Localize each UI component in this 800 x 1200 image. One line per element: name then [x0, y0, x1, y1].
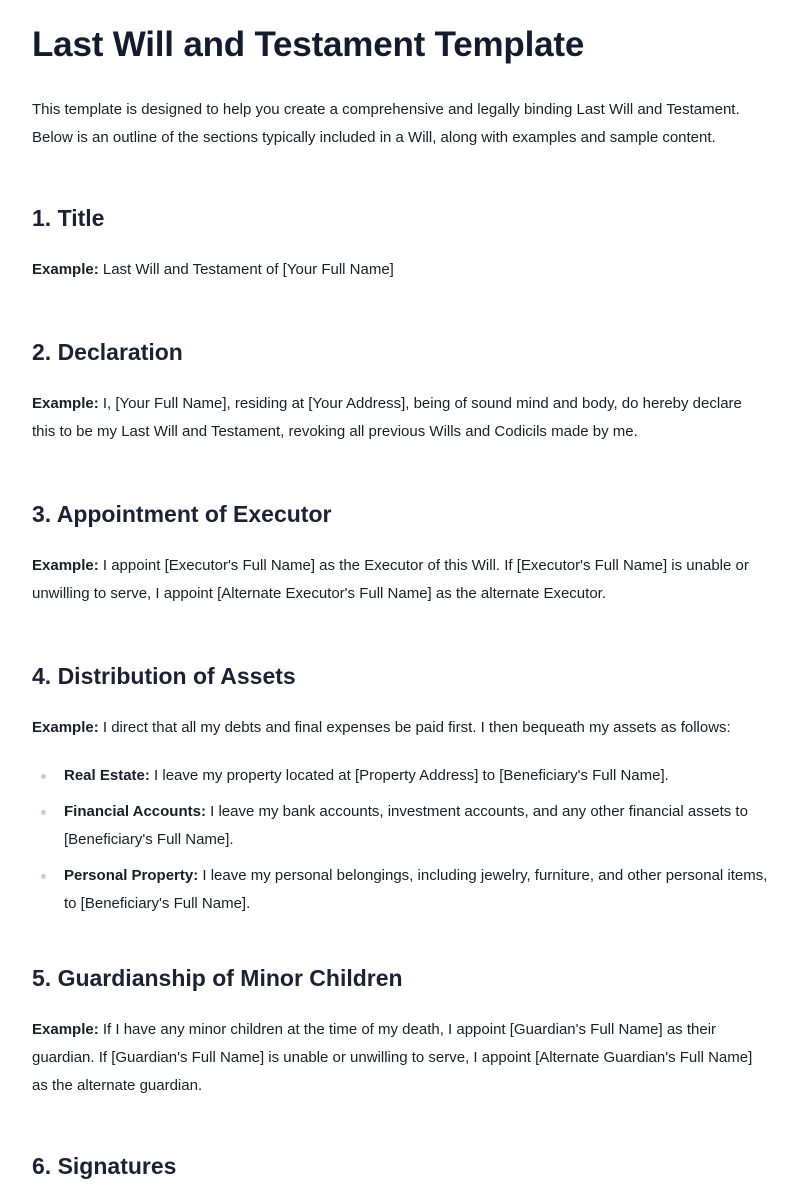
section-guardianship	[32, 962, 768, 1100]
section-heading: 3. Appointment of Executor	[32, 501, 332, 527]
example-label: Example:	[32, 557, 99, 574]
list-item	[32, 862, 768, 918]
page-title: Last Will and Testament Template	[32, 25, 585, 64]
section-example	[32, 256, 768, 284]
list-item	[32, 798, 768, 854]
asset-text: I leave my property located at [Property Address] to [Beneficiary's Full Name].	[149, 767, 669, 784]
section-signatures	[32, 1150, 768, 1182]
section-heading: 1. Title	[32, 205, 105, 231]
bullet-icon	[41, 874, 46, 879]
example-text: Last Will and Testament of [Your Full Name]	[98, 261, 394, 278]
example-label: Example:	[32, 395, 99, 412]
section-heading: 2. Declaration	[32, 339, 183, 365]
example-label: Example:	[32, 719, 99, 736]
section-heading: 5. Guardianship of Minor Children	[32, 965, 403, 991]
asset-label: Financial Accounts:	[64, 803, 206, 820]
asset-label: Personal Property:	[64, 867, 199, 884]
example-text: I appoint [Executor's Full Name] as the Executor of this Will. If [Executor's Full Name] is unable or unwilling to serve, I appoint [Alternate Executor's Full Name] as the alternate Executor.	[32, 557, 749, 602]
section-distribution	[32, 660, 768, 918]
section-declaration	[32, 336, 768, 446]
section-example	[32, 714, 768, 742]
list-item	[32, 762, 768, 790]
bullet-icon	[41, 810, 46, 815]
section-example	[32, 390, 768, 446]
example-text: If I have any minor children at the time of my death, I appoint [Guardian's Full Name] as their guardian. If [Guardian's Full Name] is unable or unwilling to serve, I appoint [Alternate Guardian's Full Name] as the alternate guardian.	[32, 1021, 753, 1094]
section-heading: 4. Distribution of Assets	[32, 663, 296, 689]
example-text: I, [Your Full Name], residing at [Your Address], being of sound mind and body, do hereby declare this to be my Last Will and Testament, revoking all previous Wills and Codicils made by me.	[32, 395, 742, 440]
asset-text: I leave my personal belongings, including jewelry, furniture, and other personal items, to [Beneficiary's Full Name].	[64, 867, 768, 912]
asset-list	[32, 762, 768, 918]
section-title	[32, 202, 768, 284]
asset-label: Real Estate:	[64, 767, 150, 784]
asset-text: I leave my bank accounts, investment accounts, and any other financial assets to [Beneficiary's Full Name].	[64, 803, 748, 848]
section-heading: 6. Signatures	[32, 1153, 177, 1179]
section-example	[32, 1016, 768, 1100]
section-example	[32, 552, 768, 608]
example-label: Example:	[32, 261, 99, 278]
example-text: I direct that all my debts and final expenses be paid first. I then bequeath my assets as follows:	[98, 719, 731, 736]
example-label: Example:	[32, 1021, 99, 1038]
bullet-icon	[41, 774, 46, 779]
intro-paragraph: This template is designed to help you create a comprehensive and legally binding Last Will and Testament. Below is an outline of the sections typically included in a Will, along with examples and sample content.	[32, 101, 740, 146]
section-executor	[32, 498, 768, 608]
